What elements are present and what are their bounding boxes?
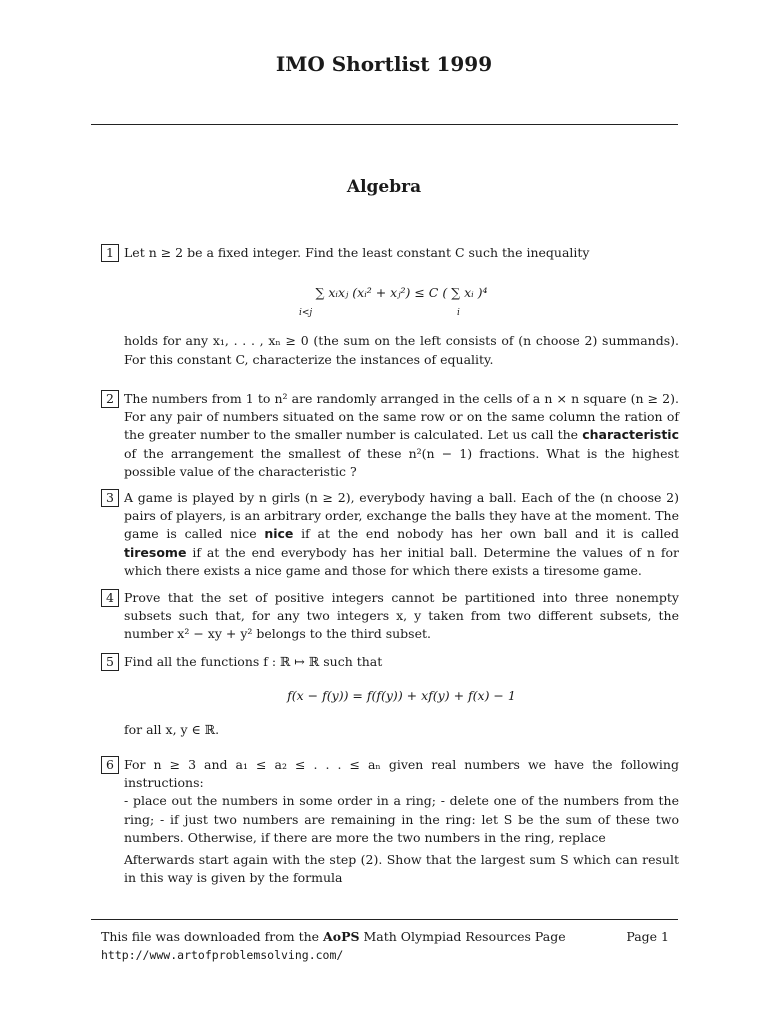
footer-link-row [101, 947, 669, 962]
problem-text: For n ≥ 3 and a₁ ≤ a₂ ≤ . . . ≤ aₙ given real numbers we have the following instructions: [124, 757, 679, 791]
problem-text: Find all the functions f : ℝ ↦ ℝ such that [124, 654, 383, 669]
problem-text: Prove that the set of positive integers cannot be partitioned into three nonempty subsets such that, for any two integers x, y taken from two different subsets, the number x² − xy + y² belongs to the third subset. [124, 590, 679, 642]
problem-number: 6 [101, 756, 119, 774]
problem-text: The numbers from 1 to n² are randomly arranged in the cells of a n × n square (n ≥ 2). For any pair of numbers situated on the same row or on the same column the ration of the greater number to the smaller number is calculated. Let us call the [124, 391, 679, 443]
problem-text: - place out the numbers in some order in a ring; - delete one of the numbers from the ring; - if just two numbers are remaining in the ring: let S be the sum of these two numbers. Otherwise, if there are more the two numbers in the ring, replace [124, 793, 679, 845]
document-title: IMO Shortlist 1999 [275, 52, 493, 76]
problem-text: if at the end everybody has her initial ball. Determine the values of n for which there exists a nice game and those for which there exists a tiresome game. [124, 544, 679, 578]
term-nice: nice [264, 526, 294, 542]
section-heading: Algebra [346, 177, 422, 197]
problem-text: of the arrangement the smallest of these n²(n − 1) fractions. What is the highest possible value of the characteristic ? [124, 445, 679, 479]
problem-text: Let n ≥ 2 be a fixed integer. Find the least constant C such the inequality [124, 245, 590, 260]
formula-sub-right: i [457, 308, 460, 319]
problem-formula: f(x − f(y)) = f(f(y)) + xf(y) + f(x) − 1 [287, 688, 516, 704]
problem-number: 4 [101, 589, 119, 607]
problem-number: 3 [101, 489, 119, 507]
problem-text: for all x, y ∈ ℝ. [124, 722, 220, 738]
problem-formula [124, 284, 679, 319]
problem-3 [101, 489, 679, 580]
problem-number: 1 [101, 244, 119, 262]
footer-brand: AoPS [323, 929, 360, 944]
footer-text: Math Olympiad Resources Page [359, 929, 566, 944]
problem-text: A game is played by n girls (n ≥ 2), everybody having a ball. Each of the (n choose 2) pairs of players, is an arbitrary order, exchange the balls they have at the moment. The game is called nice [124, 490, 679, 542]
problem-2 [101, 390, 679, 481]
formula-sub-left: i<j [299, 308, 313, 319]
problem-1 [101, 244, 679, 369]
problem-text: if at the end nobody has her own ball and it is called [293, 526, 679, 542]
footer-divider [91, 919, 678, 920]
problem-4 [101, 589, 679, 644]
problem-number: 2 [101, 390, 119, 408]
problem-text: holds for any x₁, . . . , xₙ ≥ 0 (the sum on the left consists of (n choose 2) summands). For this constant C, characterize the instances of equality. [124, 333, 679, 367]
footer [101, 929, 669, 944]
problem-number: 5 [101, 653, 119, 671]
footer-text: This file was downloaded from the [101, 929, 324, 944]
formula-text: ∑ xᵢxⱼ (xᵢ² + xⱼ²) ≤ C ( ∑ xᵢ )⁴ [315, 285, 488, 301]
problem-text: Afterwards start again with the step (2). Show that the largest sum S which can result in this way is given by the formula [124, 852, 679, 886]
footer-url-link[interactable]: http://www.artofproblemsolving.com/ [101, 948, 344, 962]
page-number: Page 1 [626, 929, 669, 944]
term-characteristic: characteristic [582, 427, 679, 443]
problem-6 [101, 756, 679, 887]
term-tiresome: tiresome [124, 544, 187, 560]
problem-5 [101, 653, 679, 740]
title-divider [91, 124, 678, 125]
